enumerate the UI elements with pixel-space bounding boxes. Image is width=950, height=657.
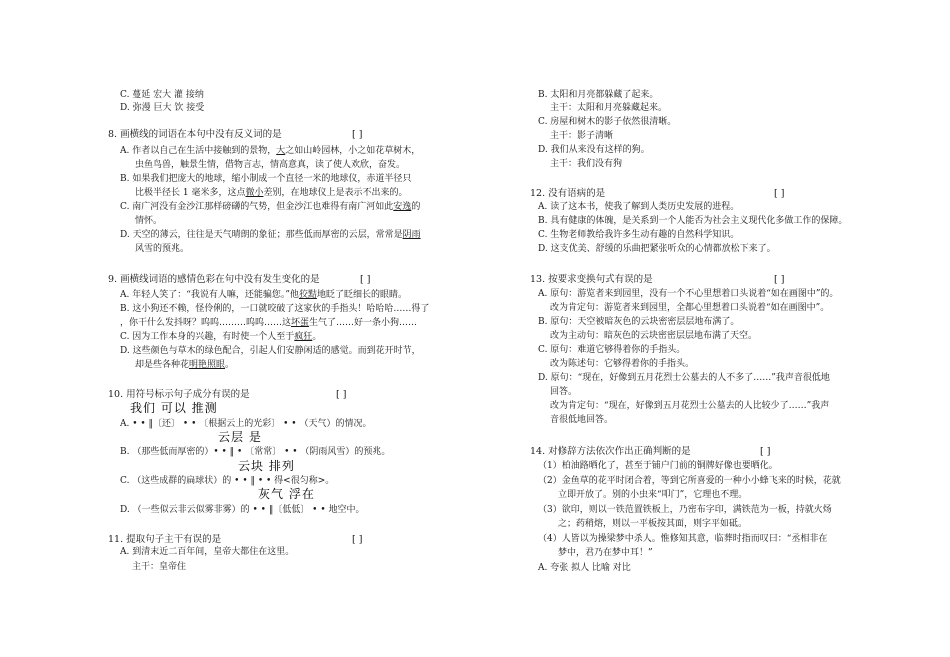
option-line: 回答。 bbox=[550, 387, 578, 397]
question-8-title: 8. 画横线的词语在本句中没有反义词的是 bbox=[108, 129, 282, 140]
option-line: A. 原句：游览者来到园里，没有一个不心里想着口头说着“如在画图中”的。 bbox=[538, 289, 839, 299]
option-line: B. 太阳和月亮都躲藏了起来。 bbox=[538, 90, 659, 100]
option-line: A. 到清末近二百年间，皇帝大都住在这里。 bbox=[120, 547, 295, 557]
question-9-title: 9. 画横线词语的感情色彩在句中没有发生变化的是 bbox=[108, 274, 320, 285]
option-line: 主干：太阳和月亮躲藏起来。 bbox=[550, 103, 668, 113]
option-line: 情怀。 bbox=[135, 216, 163, 226]
sentence-words: 灰气 浮在 bbox=[258, 487, 315, 501]
option-line: 虫鱼鸟兽，触景生情，借物言志，情高意真，读了使人欢欣，奋发。 bbox=[135, 160, 406, 170]
answer-bracket[interactable]: [ ] bbox=[336, 389, 347, 400]
option-line: C. 因为工作本身的兴趣，有时使一个人至于疯狂。 bbox=[120, 332, 322, 342]
option-line: （4）人皆以为操梁梦中杀人。惟修知其意，临葬时指而叹曰：“丞相非在 bbox=[538, 534, 828, 544]
option-line: 改为主动句：暗灰色的云块密密层层地布满了天空。 bbox=[550, 331, 758, 341]
question-14-title: 14. 对修辞方法依次作出正确判断的是 bbox=[530, 446, 691, 457]
option-line: C. 蔓延 宏大 灌 接纳 bbox=[120, 90, 204, 100]
option-line: C. （这些成群的扁球状）的 • • ‖ • • 得<很匀称>。 bbox=[120, 476, 335, 486]
option-line: B. （那些低而厚密的）• • ‖ • 〔常常〕 • • （阴雨风雪）的预兆。 bbox=[120, 447, 391, 457]
answer-bracket[interactable]: [ ] bbox=[360, 274, 371, 285]
question-13-title: 13. 按要求变换句式有误的是 bbox=[530, 274, 653, 285]
option-line: A. 作者以自己在生活中接触到的景物，大之如山岭园林，小之如花草树木， bbox=[120, 146, 421, 156]
option-line: 主干：皇帝住 bbox=[132, 562, 187, 572]
option-line: 梦中，君乃在梦中耳！” bbox=[558, 548, 653, 558]
answer-bracket[interactable]: [ ] bbox=[774, 188, 785, 199]
option-line: 立即开放了。别的小虫来“叩门”，它理也不理。 bbox=[558, 490, 748, 500]
option-line: ，你干什么发抖呀？呜呜………呜呜……这坏蛋生气了……好一条小狗…… bbox=[120, 318, 418, 328]
question-11-title: 11. 提取句子主干有误的是 bbox=[108, 534, 222, 545]
option-line: A. 夸张 拟人 比喻 对比 bbox=[538, 563, 631, 573]
option-line: B. 这小狗还不赖，怪伶俐的，一口就咬破了这家伙的手指头！哈哈哈……得了 bbox=[120, 304, 430, 314]
option-line: 主干：我们没有狗 bbox=[550, 159, 623, 169]
option-line: D. 这些颜色与草木的绿色配合，引起人们安静闲适的感觉。而到花开时节， bbox=[120, 346, 421, 356]
option-line: D. （一些似云非云似雾非雾）的 • • ‖〔低低〕 • • 地空中。 bbox=[120, 505, 365, 515]
option-line: 却是些各种花明艳照眼。 bbox=[135, 360, 235, 370]
option-line: 风雪的预兆。 bbox=[135, 244, 190, 254]
sentence-words: 云层 是 bbox=[218, 430, 262, 444]
option-line: （1）柏油路晒化了，甚至于铺户门前的铜牌好像也要晒化。 bbox=[538, 461, 778, 471]
option-line: 改为陈述句：它够得着你的手指头。 bbox=[550, 359, 695, 369]
option-line: D. 我们从来没有这样的狗。 bbox=[538, 145, 650, 155]
option-line: C. 生物老师教给我许多生动有趣的自然科学知识。 bbox=[538, 230, 740, 240]
question-12-title: 12. 没有语病的是 bbox=[530, 188, 606, 199]
option-line: B. 原句：天空被暗灰色的云块密密层层地布满了。 bbox=[538, 317, 740, 327]
option-line: B. 如果我们把庞大的地球，缩小制成一个直径一米的地球仪，赤道半径只 bbox=[120, 174, 412, 184]
option-line: 改为肯定句：游览者来到园里，全都心里想着口头说着“如在画图中”。 bbox=[550, 303, 830, 313]
option-line: C. 原句：难道它够得着你的手指头。 bbox=[538, 345, 686, 355]
option-line: D. 天空的薄云，往往是天气晴朗的象征；那些低而厚密的云层，常常是阴雨 bbox=[120, 230, 421, 240]
sentence-words: 我们 可以 推测 bbox=[130, 401, 218, 415]
answer-bracket[interactable]: [ ] bbox=[774, 274, 785, 285]
option-line: 比极半径长 1 毫米多，这点微小差别，在地球仪上是表示不出来的。 bbox=[135, 188, 408, 198]
option-line: （3）欲印，则以一铁范置铁板上，乃密布字印，满铁范为一板，持就火炀 bbox=[538, 505, 832, 515]
sentence-words: 云块 排列 bbox=[238, 459, 295, 473]
option-line: 之；药稍熔，则以一平板按其面，则字平如砥。 bbox=[558, 519, 748, 529]
option-line: 主干：影子清晰 bbox=[550, 131, 614, 141]
option-line: D. 原句：“现在，好像到五月花烈士公墓去的人不多了……”我声音很低地 bbox=[538, 373, 830, 383]
option-line: A. 年轻人笑了：“我说有人嘛，还能骗您。”他狡黠地眨了眨细长的眼睛。 bbox=[120, 290, 407, 300]
option-line: A. • • ‖〔还〕 • • 〔根据云上的光彩〕 • • （天气）的情况。 bbox=[120, 419, 372, 429]
option-line: B. 具有健康的体魄，是关系到一个人能否为社会主义现代化多做工作的保障。 bbox=[538, 216, 848, 226]
answer-bracket[interactable]: [ ] bbox=[352, 534, 363, 545]
option-line: 音很低地回答。 bbox=[550, 415, 614, 425]
option-line: （2）金鱼草的花平时闭合着，等到它所喜爱的一种小小蜂飞来的时候，花就 bbox=[538, 476, 841, 486]
option-line: C. 房屋和树木的影子依然很清晰。 bbox=[538, 117, 677, 127]
answer-bracket[interactable]: [ ] bbox=[352, 129, 363, 140]
answer-bracket[interactable]: [ ] bbox=[760, 446, 771, 457]
option-line: 改为肯定句：“现在，好像到五月花烈士公墓去的人比较少了……”我声 bbox=[550, 401, 830, 411]
option-line: C. 南广河没有金沙江那样磅礴的气势，但金沙江也难得有南广河如此安逸的 bbox=[120, 202, 421, 212]
option-line: D. 这支优美、舒缓的乐曲把紧张听众的心情都放松下来了。 bbox=[538, 244, 776, 254]
question-10-title: 10. 用符号标示句子成分有误的是 bbox=[108, 389, 250, 400]
option-line: A. 读了这本书，使我了解到人类历史发展的进程。 bbox=[538, 202, 740, 212]
option-line: D. 弥漫 巨大 饮 接受 bbox=[120, 103, 205, 113]
